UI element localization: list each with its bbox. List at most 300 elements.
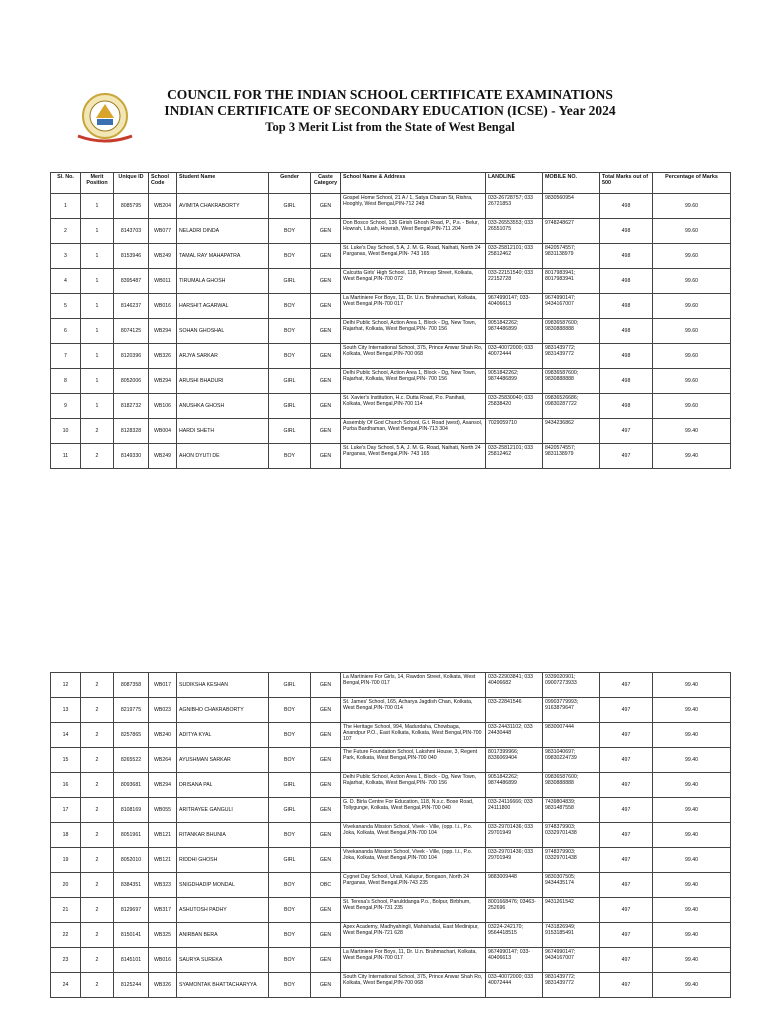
cell-mobile: 9831439772; 9831439772 <box>543 973 600 998</box>
cell-merit-position: 1 <box>81 269 114 294</box>
cell-mobile: 9831040697; 09830224739 <box>543 748 600 773</box>
table-row <box>51 873 731 898</box>
cell-merit-position: 2 <box>81 748 114 773</box>
cell-unique-id: 8182732 <box>114 394 149 419</box>
cell-total-marks: 497 <box>600 923 653 948</box>
cell-student-name: AYUSHMAN SARKAR <box>177 748 269 773</box>
cell-gender: BOY <box>269 294 311 319</box>
cell-unique-id: 8150141 <box>114 923 149 948</box>
cell-sl-no: 16 <box>51 773 81 798</box>
cell-gender: BOY <box>269 244 311 269</box>
cell-sl-no: 7 <box>51 344 81 369</box>
cell-mobile: 09903779993; 9163879647 <box>543 698 600 723</box>
col-sl-no: Sl. No. <box>51 173 81 194</box>
cell-student-name: ARJYA SARKAR <box>177 344 269 369</box>
table-row <box>51 244 731 269</box>
cell-school-code: WB325 <box>149 923 177 948</box>
cell-unique-id: 8087358 <box>114 673 149 698</box>
cell-gender: GIRL <box>269 419 311 444</box>
cell-unique-id: 8074125 <box>114 319 149 344</box>
cell-percentage: 99.40 <box>653 873 731 898</box>
cell-percentage: 99.60 <box>653 294 731 319</box>
cell-merit-position: 2 <box>81 823 114 848</box>
table-row <box>51 798 731 823</box>
cell-mobile: 9748379903; 03329701438 <box>543 848 600 873</box>
cell-sl-no: 23 <box>51 948 81 973</box>
cell-school-address: La Martiniere For Boys, 11, Dr. U.n. Brahmachari, Kolkata, West Bengal,PIN-700 017 <box>341 294 486 319</box>
cell-caste-category: GEN <box>311 319 341 344</box>
cell-caste-category: GEN <box>311 973 341 998</box>
cell-merit-position: 1 <box>81 244 114 269</box>
cell-school-address: Delhi Public School, Action Area 1, Block - Dg, New Town, Rajarhat, Kolkata, West Bengal,PIN- 700 156 <box>341 369 486 394</box>
cell-landline: 033-26728757; 033 26721853 <box>486 194 543 219</box>
cell-school-address: Vivekananda Mission School, Vivek - Ville, (opp. I.i., P.o. Joka, Kolkata, West Bengal,PIN-700 104 <box>341 848 486 873</box>
cell-school-code: WB055 <box>149 798 177 823</box>
cisce-logo <box>70 88 140 148</box>
cell-merit-position: 2 <box>81 419 114 444</box>
cell-landline: 033-29701436; 033 29701949 <box>486 848 543 873</box>
cell-merit-position: 2 <box>81 973 114 998</box>
cell-student-name: RITANKAR BHUNIA <box>177 823 269 848</box>
cell-landline: 033-40072000; 033 40072444 <box>486 344 543 369</box>
cell-gender: BOY <box>269 698 311 723</box>
cell-percentage: 99.40 <box>653 444 731 469</box>
cell-landline: 9674990147; 033-40406613 <box>486 948 543 973</box>
cell-merit-position: 1 <box>81 194 114 219</box>
cell-unique-id: 8129697 <box>114 898 149 923</box>
cell-total-marks: 498 <box>600 244 653 269</box>
table-row <box>51 394 731 419</box>
cell-gender: GIRL <box>269 798 311 823</box>
cell-merit-position: 2 <box>81 444 114 469</box>
cell-sl-no: 12 <box>51 673 81 698</box>
cell-mobile: 9434236862 <box>543 419 600 444</box>
cell-gender: BOY <box>269 948 311 973</box>
cell-percentage: 99.60 <box>653 219 731 244</box>
table-row <box>51 344 731 369</box>
cell-school-code: WB016 <box>149 294 177 319</box>
cell-percentage: 99.40 <box>653 973 731 998</box>
cell-student-name: SAURYA SUREKA <box>177 948 269 973</box>
cell-mobile: 9674990147; 9434167007 <box>543 948 600 973</box>
table-row <box>51 848 731 873</box>
table-row <box>51 269 731 294</box>
table-row <box>51 723 731 748</box>
cell-school-code: WB317 <box>149 898 177 923</box>
table-row <box>51 219 731 244</box>
cell-school-code: WB264 <box>149 748 177 773</box>
cell-caste-category: GEN <box>311 194 341 219</box>
cell-gender: BOY <box>269 823 311 848</box>
table-row <box>51 194 731 219</box>
cell-total-marks: 498 <box>600 219 653 244</box>
cell-gender: GIRL <box>269 269 311 294</box>
cell-school-code: WB077 <box>149 219 177 244</box>
cell-merit-position: 1 <box>81 369 114 394</box>
cell-student-name: SUDIKSHA KESHAN <box>177 673 269 698</box>
cell-student-name: SNIGDHADIP MONDAL <box>177 873 269 898</box>
cell-sl-no: 15 <box>51 748 81 773</box>
cell-school-address: Vivekananda Mission School, Vivek - Ville, (opp. I.i., P.o. Joka, Kolkata, West Bengal,PIN-700 104 <box>341 823 486 848</box>
cell-school-address: Gospel Home School, 21 A / 1, Satya Charan St, Rishra, Hooghly, West Bengal,PIN-712 248 <box>341 194 486 219</box>
cell-school-code: WB017 <box>149 673 177 698</box>
table-row <box>51 948 731 973</box>
cell-student-name: ARUSHI BHADURI <box>177 369 269 394</box>
cell-school-address: Apex Academy, Madhyahingli, Mahishadal, East Medinipur, West Bengal,PIN-721 628 <box>341 923 486 948</box>
cell-unique-id: 8257865 <box>114 723 149 748</box>
cell-school-code: WB326 <box>149 973 177 998</box>
cell-merit-position: 2 <box>81 923 114 948</box>
cell-sl-no: 18 <box>51 823 81 848</box>
cell-mobile: 09836587600; 9830888888 <box>543 319 600 344</box>
cell-student-name: ASHUTOSH PADHY <box>177 898 269 923</box>
cell-landline: 033-29701436; 033 29701949 <box>486 823 543 848</box>
col-percentage: Percentage of Marks <box>653 173 731 194</box>
col-student-name: Student Name <box>177 173 269 194</box>
cell-school-code: WB323 <box>149 873 177 898</box>
cell-sl-no: 1 <box>51 194 81 219</box>
cell-percentage: 99.40 <box>653 948 731 973</box>
cell-student-name: TIRUMALA GHOSH <box>177 269 269 294</box>
cell-gender: BOY <box>269 319 311 344</box>
cell-caste-category: GEN <box>311 344 341 369</box>
cell-percentage: 99.60 <box>653 269 731 294</box>
cell-total-marks: 498 <box>600 269 653 294</box>
cell-gender: BOY <box>269 723 311 748</box>
cell-student-name: ANIRBAN BERA <box>177 923 269 948</box>
cell-mobile: 9748248627 <box>543 219 600 244</box>
cell-caste-category: GEN <box>311 823 341 848</box>
cell-percentage: 99.40 <box>653 773 731 798</box>
cell-total-marks: 497 <box>600 948 653 973</box>
cell-school-address: South City International School, 375, Prince Anwar Shah Ro, Kolkata, West Bengal,PIN-700 068 <box>341 344 486 369</box>
cell-landline: 033-22151540; 033 22152728 <box>486 269 543 294</box>
cell-landline: 8001668476; 03463-252696 <box>486 898 543 923</box>
cell-landline: 033-22903841; 033 40406682 <box>486 673 543 698</box>
cell-total-marks: 497 <box>600 973 653 998</box>
cell-percentage: 99.60 <box>653 319 731 344</box>
col-merit-position: Merit Position <box>81 173 114 194</box>
cell-merit-position: 2 <box>81 898 114 923</box>
cell-total-marks: 498 <box>600 294 653 319</box>
cell-unique-id: 8143703 <box>114 219 149 244</box>
cell-caste-category: GEN <box>311 369 341 394</box>
cell-sl-no: 11 <box>51 444 81 469</box>
cell-caste-category: GEN <box>311 773 341 798</box>
cell-mobile: 09836587600; 9830888888 <box>543 369 600 394</box>
cell-unique-id: 8153946 <box>114 244 149 269</box>
merit-table-page-1 <box>50 172 731 469</box>
cell-percentage: 99.40 <box>653 419 731 444</box>
cell-merit-position: 2 <box>81 848 114 873</box>
cell-unique-id: 8052006 <box>114 369 149 394</box>
cell-total-marks: 497 <box>600 823 653 848</box>
cell-student-name: ARITRAYEE GANGULI <box>177 798 269 823</box>
cell-student-name: AHON DYUTI DE <box>177 444 269 469</box>
cell-caste-category: GEN <box>311 923 341 948</box>
cell-merit-position: 2 <box>81 798 114 823</box>
cell-unique-id: 8120396 <box>114 344 149 369</box>
cell-unique-id: 8125244 <box>114 973 149 998</box>
cell-school-address: St. Luke's Day School, 5 A, J. M. G. Road, Naihati, North 24 Parganas, West Bengal,PIN- 743 165 <box>341 444 486 469</box>
cell-percentage: 99.40 <box>653 673 731 698</box>
cell-caste-category: GEN <box>311 848 341 873</box>
cell-unique-id: 8093681 <box>114 773 149 798</box>
cell-school-code: WB294 <box>149 773 177 798</box>
cell-gender: BOY <box>269 344 311 369</box>
cell-gender: GIRL <box>269 848 311 873</box>
cell-school-code: WB249 <box>149 444 177 469</box>
cell-caste-category: GEN <box>311 269 341 294</box>
cell-total-marks: 497 <box>600 773 653 798</box>
cell-gender: BOY <box>269 219 311 244</box>
col-gender: Gender <box>269 173 311 194</box>
cell-school-code: WB294 <box>149 369 177 394</box>
cell-unique-id: 8052010 <box>114 848 149 873</box>
cell-student-name: SOHAN GHOSHAL <box>177 319 269 344</box>
cell-landline: 033-25812101; 033 25812462 <box>486 244 543 269</box>
cell-school-address: Assembly Of God Church School, G.t. Road (west), Asansol, Purba Bardhaman, West Bengal,PIN-713 304 <box>341 419 486 444</box>
cell-landline: 9051842262; 9874486899 <box>486 369 543 394</box>
cell-caste-category: GEN <box>311 419 341 444</box>
cell-landline: 9051842262; 9874486899 <box>486 319 543 344</box>
cell-student-name: AVIMITA CHAKRABORTY <box>177 194 269 219</box>
cell-landline: 033-40072000; 033 40072444 <box>486 973 543 998</box>
cell-caste-category: GEN <box>311 444 341 469</box>
cell-sl-no: 13 <box>51 698 81 723</box>
cell-mobile: 9431261542 <box>543 898 600 923</box>
cell-landline: 033-25812101; 033 25812462 <box>486 444 543 469</box>
cell-school-address: The Heritage School, 994, Madurdaha, Chowbaga, Anandpur P.O., East Kolkata, Kolkata, West Bengal,PIN-700 107 <box>341 723 486 748</box>
cell-mobile: 9830307505; 9434435174 <box>543 873 600 898</box>
cell-merit-position: 1 <box>81 294 114 319</box>
cell-landline: 03224-242170; 9564418515 <box>486 923 543 948</box>
cell-school-code: WB204 <box>149 194 177 219</box>
cell-mobile: 09836587600; 9830888888 <box>543 773 600 798</box>
cell-sl-no: 2 <box>51 219 81 244</box>
cell-sl-no: 3 <box>51 244 81 269</box>
cell-gender: BOY <box>269 748 311 773</box>
cell-merit-position: 1 <box>81 219 114 244</box>
table-row <box>51 748 731 773</box>
table-row <box>51 973 731 998</box>
cell-gender: GIRL <box>269 394 311 419</box>
cell-school-code: WB121 <box>149 848 177 873</box>
cell-unique-id: 8146237 <box>114 294 149 319</box>
cell-total-marks: 497 <box>600 444 653 469</box>
cell-sl-no: 21 <box>51 898 81 923</box>
cell-unique-id: 8085795 <box>114 194 149 219</box>
table-row <box>51 898 731 923</box>
cell-school-code: WB011 <box>149 269 177 294</box>
council-title: COUNCIL FOR THE INDIAN SCHOOL CERTIFICATE EXAMINATIONS <box>167 87 613 102</box>
col-landline: LANDLINE <box>486 173 543 194</box>
table-row <box>51 319 731 344</box>
cell-total-marks: 497 <box>600 673 653 698</box>
cell-caste-category: GEN <box>311 948 341 973</box>
cell-total-marks: 497 <box>600 798 653 823</box>
col-school-address: School Name & Address <box>341 173 486 194</box>
header-row <box>51 173 731 194</box>
cell-gender: BOY <box>269 873 311 898</box>
cell-total-marks: 498 <box>600 369 653 394</box>
cell-mobile: 9831439772; 9831439772 <box>543 344 600 369</box>
cell-school-address: Cygnet Day School, Unali, Kalupur, Bongaon, North 24 Parganas, West Bengal,PIN-743 235 <box>341 873 486 898</box>
cell-merit-position: 1 <box>81 344 114 369</box>
cell-landline: 7029059710 <box>486 419 543 444</box>
table-row <box>51 369 731 394</box>
cell-percentage: 99.40 <box>653 823 731 848</box>
cell-landline: 033-24116666; 033 24111800 <box>486 798 543 823</box>
merit-table-page-2 <box>50 672 731 998</box>
cell-school-address: Calcutta Girls' High School, 118, Princep Street, Kolkata, West Bengal,PIN-700 072 <box>341 269 486 294</box>
cell-percentage: 99.60 <box>653 369 731 394</box>
cell-student-name: HARSHIT AGARWAL <box>177 294 269 319</box>
cell-gender: BOY <box>269 923 311 948</box>
cell-mobile: 9674990147; 9434167007 <box>543 294 600 319</box>
cell-school-code: WB294 <box>149 319 177 344</box>
cell-school-address: South City International School, 375, Prince Anwar Shah Ro, Kolkata, West Bengal,PIN-700 068 <box>341 973 486 998</box>
cell-total-marks: 497 <box>600 873 653 898</box>
cell-mobile: 9339020901; 09007273933 <box>543 673 600 698</box>
col-total-marks: Total Marks out of 500 <box>600 173 653 194</box>
cell-merit-position: 2 <box>81 673 114 698</box>
cell-merit-position: 1 <box>81 394 114 419</box>
cell-total-marks: 498 <box>600 344 653 369</box>
cell-school-address: The Future Foundation School, Lakshmi House, 3, Regent Park, Kolkata, West Bengal,PIN-700 040 <box>341 748 486 773</box>
cell-total-marks: 498 <box>600 394 653 419</box>
cell-percentage: 99.60 <box>653 344 731 369</box>
cell-caste-category: GEN <box>311 698 341 723</box>
cell-percentage: 99.60 <box>653 194 731 219</box>
cell-school-code: WB004 <box>149 419 177 444</box>
cell-gender: GIRL <box>269 369 311 394</box>
cell-school-code: WB023 <box>149 698 177 723</box>
cell-gender: BOY <box>269 444 311 469</box>
cell-sl-no: 20 <box>51 873 81 898</box>
cell-sl-no: 19 <box>51 848 81 873</box>
cell-unique-id: 8051961 <box>114 823 149 848</box>
cell-landline: 033-25830040; 033 25838420 <box>486 394 543 419</box>
cell-merit-position: 2 <box>81 873 114 898</box>
cell-mobile: 09836526686; 09830287722 <box>543 394 600 419</box>
cell-unique-id: 8395487 <box>114 269 149 294</box>
cell-landline: 8017399966; 8336069404 <box>486 748 543 773</box>
cell-sl-no: 5 <box>51 294 81 319</box>
cell-school-address: Delhi Public School, Action Area 1, Block - Dg, New Town, Rajarhat, Kolkata, West Bengal,PIN- 700 156 <box>341 319 486 344</box>
cell-student-name: TAMAL RAY MAHAPATRA <box>177 244 269 269</box>
cell-mobile: 8420574557; 9831138979 <box>543 444 600 469</box>
cell-school-code: WB326 <box>149 344 177 369</box>
cell-landline: 033-22841546 <box>486 698 543 723</box>
cell-gender: GIRL <box>269 673 311 698</box>
cell-mobile: 8017983941; 8017983941 <box>543 269 600 294</box>
cell-student-name: RIDDHI GHOSH <box>177 848 269 873</box>
cell-student-name: ANUSHKA GHOSH <box>177 394 269 419</box>
cell-total-marks: 497 <box>600 898 653 923</box>
table-row <box>51 294 731 319</box>
cell-school-address: La Martiniere For Girls, 14, Rawdon Street, Kolkata, West Bengal,PIN-700 017 <box>341 673 486 698</box>
cell-unique-id: 8149330 <box>114 444 149 469</box>
table-row <box>51 673 731 698</box>
cell-school-code: WB240 <box>149 723 177 748</box>
cell-sl-no: 9 <box>51 394 81 419</box>
cell-school-address: St. James' School, 165, Acharya Jagdish Chan, Kolkata, West Bengal,PIN-700 014 <box>341 698 486 723</box>
cell-gender: BOY <box>269 898 311 923</box>
table-row <box>51 823 731 848</box>
cell-school-address: G. D. Birla Centre For Education, 118, N.s.c. Bose Road, Tollygunge, Kolkata, West Bengal,PIN-700 040 <box>341 798 486 823</box>
cell-merit-position: 2 <box>81 698 114 723</box>
table-row <box>51 444 731 469</box>
cell-sl-no: 24 <box>51 973 81 998</box>
cell-percentage: 99.40 <box>653 923 731 948</box>
cell-sl-no: 6 <box>51 319 81 344</box>
cell-sl-no: 10 <box>51 419 81 444</box>
cell-gender: GIRL <box>269 194 311 219</box>
cell-landline: 9883009448 <box>486 873 543 898</box>
cell-caste-category: GEN <box>311 673 341 698</box>
cell-mobile: 9830560954 <box>543 194 600 219</box>
cell-sl-no: 17 <box>51 798 81 823</box>
cell-total-marks: 497 <box>600 698 653 723</box>
cell-unique-id: 8145101 <box>114 948 149 973</box>
cell-student-name: HARDI SHETH <box>177 419 269 444</box>
cell-percentage: 99.60 <box>653 394 731 419</box>
cell-unique-id: 8265522 <box>114 748 149 773</box>
cell-caste-category: GEN <box>311 723 341 748</box>
cell-merit-position: 2 <box>81 723 114 748</box>
cell-merit-position: 2 <box>81 948 114 973</box>
cell-landline: 033-26553553; 033 26551075 <box>486 219 543 244</box>
col-unique-id: Unique ID <box>114 173 149 194</box>
cell-school-code: WB121 <box>149 823 177 848</box>
cell-mobile: 8420574557; 9831138979 <box>543 244 600 269</box>
table-row <box>51 419 731 444</box>
cell-total-marks: 497 <box>600 748 653 773</box>
cell-student-name: SYAMONTAK BHATTACHARYYA <box>177 973 269 998</box>
cell-merit-position: 1 <box>81 319 114 344</box>
cell-caste-category: GEN <box>311 898 341 923</box>
cell-student-name: DRISANA PAL <box>177 773 269 798</box>
cell-merit-position: 2 <box>81 773 114 798</box>
table-row <box>51 923 731 948</box>
cell-school-code: WB106 <box>149 394 177 419</box>
cell-caste-category: GEN <box>311 294 341 319</box>
table-row <box>51 698 731 723</box>
cell-sl-no: 14 <box>51 723 81 748</box>
cell-unique-id: 8128328 <box>114 419 149 444</box>
cell-caste-category: GEN <box>311 394 341 419</box>
cell-total-marks: 498 <box>600 194 653 219</box>
cell-landline: 033-24431102; 033 24430448 <box>486 723 543 748</box>
cell-unique-id: 8384351 <box>114 873 149 898</box>
cell-school-address: Delhi Public School, Action Area 1, Block - Dg, New Town, Rajarhat, Kolkata, West Bengal,PIN- 700 156 <box>341 773 486 798</box>
cell-school-address: St. Luke's Day School, 5 A, J. M. G. Road, Naihati, North 24 Parganas, West Bengal,PIN- 743 165 <box>341 244 486 269</box>
cell-percentage: 99.40 <box>653 723 731 748</box>
col-school-code: School Code <box>149 173 177 194</box>
cell-school-code: WB016 <box>149 948 177 973</box>
cell-school-address: St. Xavier's Institution, H.c. Dutta Road, P.o. Panihati, Kolkata, West Bengal,PIN-700 114 <box>341 394 486 419</box>
cell-mobile: 7439804839; 9831487558 <box>543 798 600 823</box>
cell-percentage: 99.60 <box>653 244 731 269</box>
cell-percentage: 99.40 <box>653 698 731 723</box>
cell-total-marks: 498 <box>600 319 653 344</box>
cell-caste-category: OBC <box>311 873 341 898</box>
cell-caste-category: GEN <box>311 244 341 269</box>
cell-caste-category: GEN <box>311 748 341 773</box>
table-row <box>51 773 731 798</box>
cell-student-name: ADITYA KYAL <box>177 723 269 748</box>
